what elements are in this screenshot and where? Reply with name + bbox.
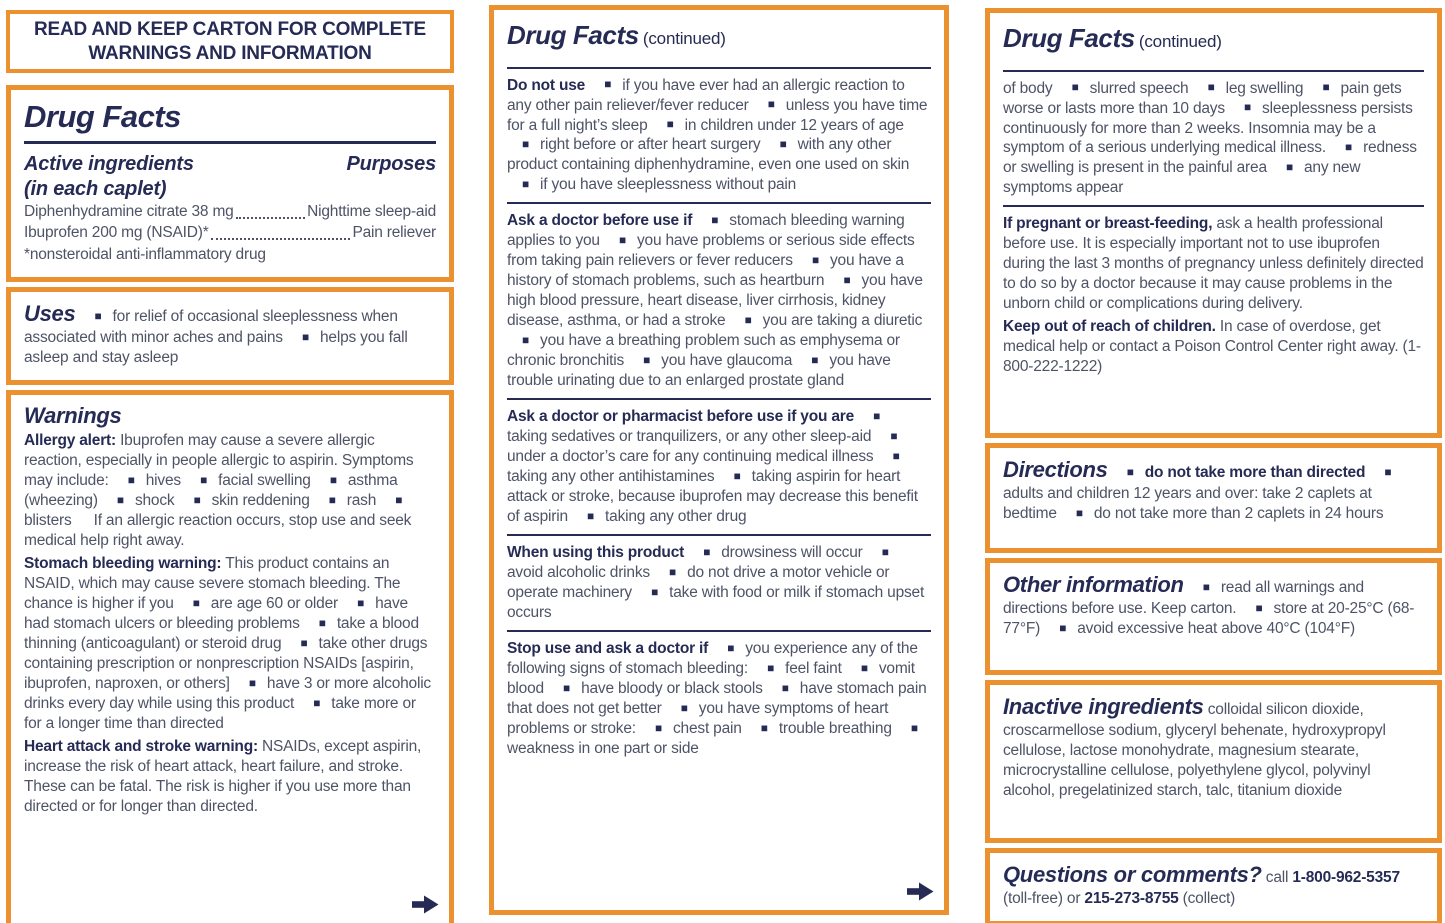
square-bullet-icon: ■ [587, 510, 594, 524]
square-bullet-icon: ■ [767, 98, 775, 112]
label-column-2 [489, 5, 949, 920]
ingredient-purpose: Pain reliever [352, 223, 436, 241]
section-rule [507, 202, 931, 204]
active-ingredients-label: Active ingredients [24, 153, 194, 175]
square-bullet-icon: ■ [1207, 81, 1215, 95]
carton-notice-text: READ AND KEEP CARTON FOR COMPLETE WARNINGS AND INFORMATION [33, 19, 427, 64]
ingredient-row [24, 223, 436, 244]
square-bullet-icon: ■ [1322, 81, 1330, 95]
pregnant-warning-text: If pregnant or breast-feeding, ask a health professional before use. It is especially important not to use ibuprofen during the last 3 months of pregnancy unless definitely directed to do so by a doctor because it may cause problems in the unborn child or complications during delivery. [1003, 215, 1424, 313]
other-information-panel [985, 558, 1442, 675]
ask-doctor-pharmacist-text: Ask a doctor or pharmacist before use if you are ■ taking sedatives or tranquilizers, or any other sleep-aid ■ under a doctor’s care for any continuing medical illness ■ taking any other antihistamines ■ taking aspirin for heart attack or stroke, because ibuprofen may decrease this benefit of aspirin ■ taking any other drug [507, 408, 918, 526]
do-not-use-text: Do not use ■ if you have ever had an allergic reaction to any other pain reliever/fever reducer ■ unless you have time for a full night’s sleep ■ in children under 12 years of age ■ right before or after heart surgery ■ with any other product containing diphenhydramine, even one used on skin ■ if you have sleeplessness without pain [507, 76, 928, 194]
warnings-panel [6, 390, 454, 923]
ingredient-name: Diphenhydramine citrate 38 mg [24, 203, 234, 220]
square-bullet-icon: ■ [643, 354, 651, 368]
square-bullet-icon: ■ [890, 430, 898, 444]
drug-facts-title: Drug Facts [24, 99, 181, 134]
square-bullet-icon: ■ [116, 493, 124, 507]
stop-use-text: Stop use and ask a doctor if ■ you experience any of the following signs of stomach bleeding: ■ feel faint ■ vomit blood ■ have bloody or black stools ■ have stomach pain that does not get better ■ you have symptoms of heart problems or stroke: ■ chest pain ■ trouble breathing ■ weakness in one part or side [507, 640, 927, 758]
square-bullet-icon: ■ [881, 546, 889, 560]
square-bullet-icon: ■ [811, 254, 819, 268]
continue-arrow-icon [412, 895, 439, 914]
drug-facts-continued-panel-2 [985, 8, 1442, 438]
other-information-text: Other information ■ read all warnings and directions before use. Keep carton. ■ store at 20-25°C (68-77°F) ■ avoid excessive heat above 40°C (104°F) [1003, 572, 1415, 638]
square-bullet-icon: ■ [711, 214, 719, 228]
heart-attack-warning-text: Heart attack and stroke warning: NSAIDs, except aspirin, increase the risk of heart attack, heart failure, and stroke. These can be fatal. The risk is higher if you use more than directed or for longer than directed. [24, 737, 422, 815]
section-rule [507, 534, 931, 536]
warnings-title: Warnings [24, 403, 122, 429]
ingredient-name: Ibuprofen 200 mg (NSAID)* [24, 223, 209, 241]
stop-use-continued-text: of body ■ slurred speech ■ leg swelling ■ pain gets worse or lasts more than 10 days ■ sleeplessness persists continuously for more than 2 weeks. Insomnia may be a symptom of a serious underlying medical illness. ■ redness or swelling is present in the painful area ■ any new symptoms appear [1003, 79, 1417, 197]
questions-comments-text: Questions or comments? call 1-800-962-5357 (toll-free) or 215-273-8755 (collect) [1003, 862, 1400, 908]
square-bullet-icon: ■ [395, 493, 403, 507]
ask-doctor-text: Ask a doctor before use if ■ stomach bleeding warning applies to you ■ you have problems or serious side effects from taking pain relievers or fever reducers ■ you have a history of stomach problems, such as heartburn ■ you have high blood pressure, heart disease, liver cirrhosis, kidney disease, asthma, or had a stroke ■ you are taking a diuretic ■ you have a breathing problem such as emphysema or chronic bronchitis ■ you have glaucoma ■ you have trouble urinating due to an enlarged prostate gland [507, 212, 923, 390]
drug-facts-continued-panel [489, 5, 949, 915]
square-bullet-icon: ■ [1285, 161, 1293, 175]
square-bullet-icon: ■ [300, 636, 308, 650]
drug-facts-panel [6, 85, 454, 282]
square-bullet-icon: ■ [248, 676, 256, 690]
square-bullet-icon: ■ [669, 566, 676, 580]
label-column-1 [6, 10, 454, 923]
square-bullet-icon: ■ [1384, 465, 1392, 479]
square-bullet-icon: ■ [1244, 101, 1251, 115]
square-bullet-icon: ■ [522, 178, 529, 192]
square-bullet-icon: ■ [781, 681, 789, 695]
square-bullet-icon: ■ [767, 661, 774, 675]
square-bullet-icon: ■ [733, 470, 741, 484]
square-bullet-icon: ■ [666, 118, 674, 132]
square-bullet-icon: ■ [1075, 507, 1083, 521]
square-bullet-icon: ■ [703, 546, 711, 560]
square-bullet-icon: ■ [522, 334, 529, 348]
square-bullet-icon: ■ [860, 661, 868, 675]
square-bullet-icon: ■ [892, 450, 900, 464]
uses-text: Uses ■ for relief of occasional sleeplessness when associated with minor aches and pains ■ helps you fall asleep and stay asleep [24, 300, 408, 367]
square-bullet-icon: ■ [654, 721, 662, 735]
square-bullet-icon: ■ [127, 473, 135, 487]
square-bullet-icon: ■ [1059, 622, 1067, 636]
square-bullet-icon: ■ [192, 596, 200, 610]
ingredient-row [24, 202, 436, 223]
square-bullet-icon: ■ [604, 78, 612, 92]
title-rule [24, 141, 436, 144]
square-bullet-icon: ■ [744, 314, 752, 328]
square-bullet-icon: ■ [779, 138, 787, 152]
keep-out-of-reach-text: Keep out of reach of children. In case of overdose, get medical help or contact a Poison Control Center right away. (1-800-222-1222) [1003, 318, 1421, 376]
square-bullet-icon: ■ [200, 473, 207, 487]
square-bullet-icon: ■ [522, 138, 529, 152]
square-bullet-icon: ■ [873, 410, 881, 424]
drug-facts-continued-title: Drug Facts (continued) [507, 20, 726, 50]
square-bullet-icon: ■ [811, 354, 819, 368]
section-rule [507, 630, 931, 632]
uses-panel [6, 287, 454, 385]
section-rule [507, 67, 931, 69]
nsaid-footnote: *nonsteroidal anti-inflammatory drug [24, 245, 266, 263]
square-bullet-icon: ■ [563, 681, 570, 695]
allergy-alert-text: Allergy alert: Ibuprofen may cause a severe allergic reaction, especially in people allergic to aspirin. Symptoms may include: ■ hives ■ facial swelling ■ asthma (wheezing) ■ shock ■ skin reddening ■ rash ■ blisters If an allergic reaction occurs, stop use and seek medical help right away. [24, 432, 414, 550]
square-bullet-icon: ■ [651, 586, 659, 599]
square-bullet-icon: ■ [1071, 81, 1079, 95]
per-caplet-label: (in each caplet) [24, 178, 167, 200]
square-bullet-icon: ■ [618, 234, 626, 248]
square-bullet-icon: ■ [313, 696, 321, 710]
inactive-ingredients-text: Inactive ingredients colloidal silicon dioxide, croscarmellose sodium, glyceryl behenate, hydroxypropyl cellulose, lactose monohydrate, magnesium stearate, microcrystalline cellulose, polyethylene glycol, polyvinyl alcohol, pregelatinized starch, talc, titanium dioxide [1003, 694, 1386, 800]
carton-notice-panel [6, 10, 454, 73]
square-bullet-icon: ■ [318, 616, 326, 630]
square-bullet-icon: ■ [301, 331, 309, 345]
square-bullet-icon: ■ [1255, 602, 1263, 616]
ingredient-purpose: Nighttime sleep-aid [307, 203, 436, 220]
dot-leader [236, 217, 306, 219]
square-bullet-icon: ■ [1345, 141, 1352, 155]
square-bullet-icon: ■ [843, 274, 851, 288]
directions-text: Directions ■ do not take more than directed ■ adults and children 12 years and over: take 2 caplets at bedtime ■ do not take more than 2 caplets in 24 hours [1003, 457, 1392, 523]
square-bullet-icon: ■ [193, 493, 201, 507]
directions-panel [985, 443, 1442, 553]
stomach-bleeding-warning-text: Stomach bleeding warning: This product contains an NSAID, which may cause severe stomach bleeding. The chance is higher if you ■ are age 60 or older ■ have had stomach ulcers or bleeding problems ■ take a blood thinning (anticoagulant) or steroid drug ■ take other drugs containing prescription or nonprescription NSAIDs [aspirin, ibuprofen, naproxen, or others] ■ have 3 or more alcoholic drinks every day while using this product ■ take more or for a longer time than directed [24, 555, 431, 732]
square-bullet-icon: ■ [910, 721, 918, 735]
square-bullet-icon: ■ [760, 721, 768, 735]
when-using-text: When using this product ■ drowsiness will occur ■ avoid alcoholic drinks ■ do not drive a motor vehicle or operate machinery ■ take with food or milk if stomach upset occurs [507, 544, 925, 622]
label-column-3 [985, 8, 1442, 923]
square-bullet-icon: ■ [1202, 580, 1210, 594]
square-bullet-icon: ■ [680, 701, 688, 715]
inactive-ingredients-panel [985, 680, 1442, 843]
square-bullet-icon: ■ [727, 641, 735, 655]
square-bullet-icon: ■ [328, 493, 336, 507]
square-bullet-icon: ■ [357, 596, 364, 610]
section-rule [507, 398, 931, 400]
continue-arrow-icon [907, 882, 934, 901]
section-rule [1003, 70, 1424, 72]
square-bullet-icon: ■ [329, 473, 337, 487]
questions-comments-panel [985, 848, 1442, 923]
drug-facts-continued-title: Drug Facts (continued) [1003, 23, 1222, 53]
section-rule [1003, 205, 1424, 207]
dot-leader [211, 238, 351, 240]
purposes-label: Purposes [346, 153, 436, 175]
square-bullet-icon: ■ [94, 309, 102, 323]
active-ingredients-header [24, 152, 436, 202]
square-bullet-icon: ■ [1126, 465, 1134, 479]
